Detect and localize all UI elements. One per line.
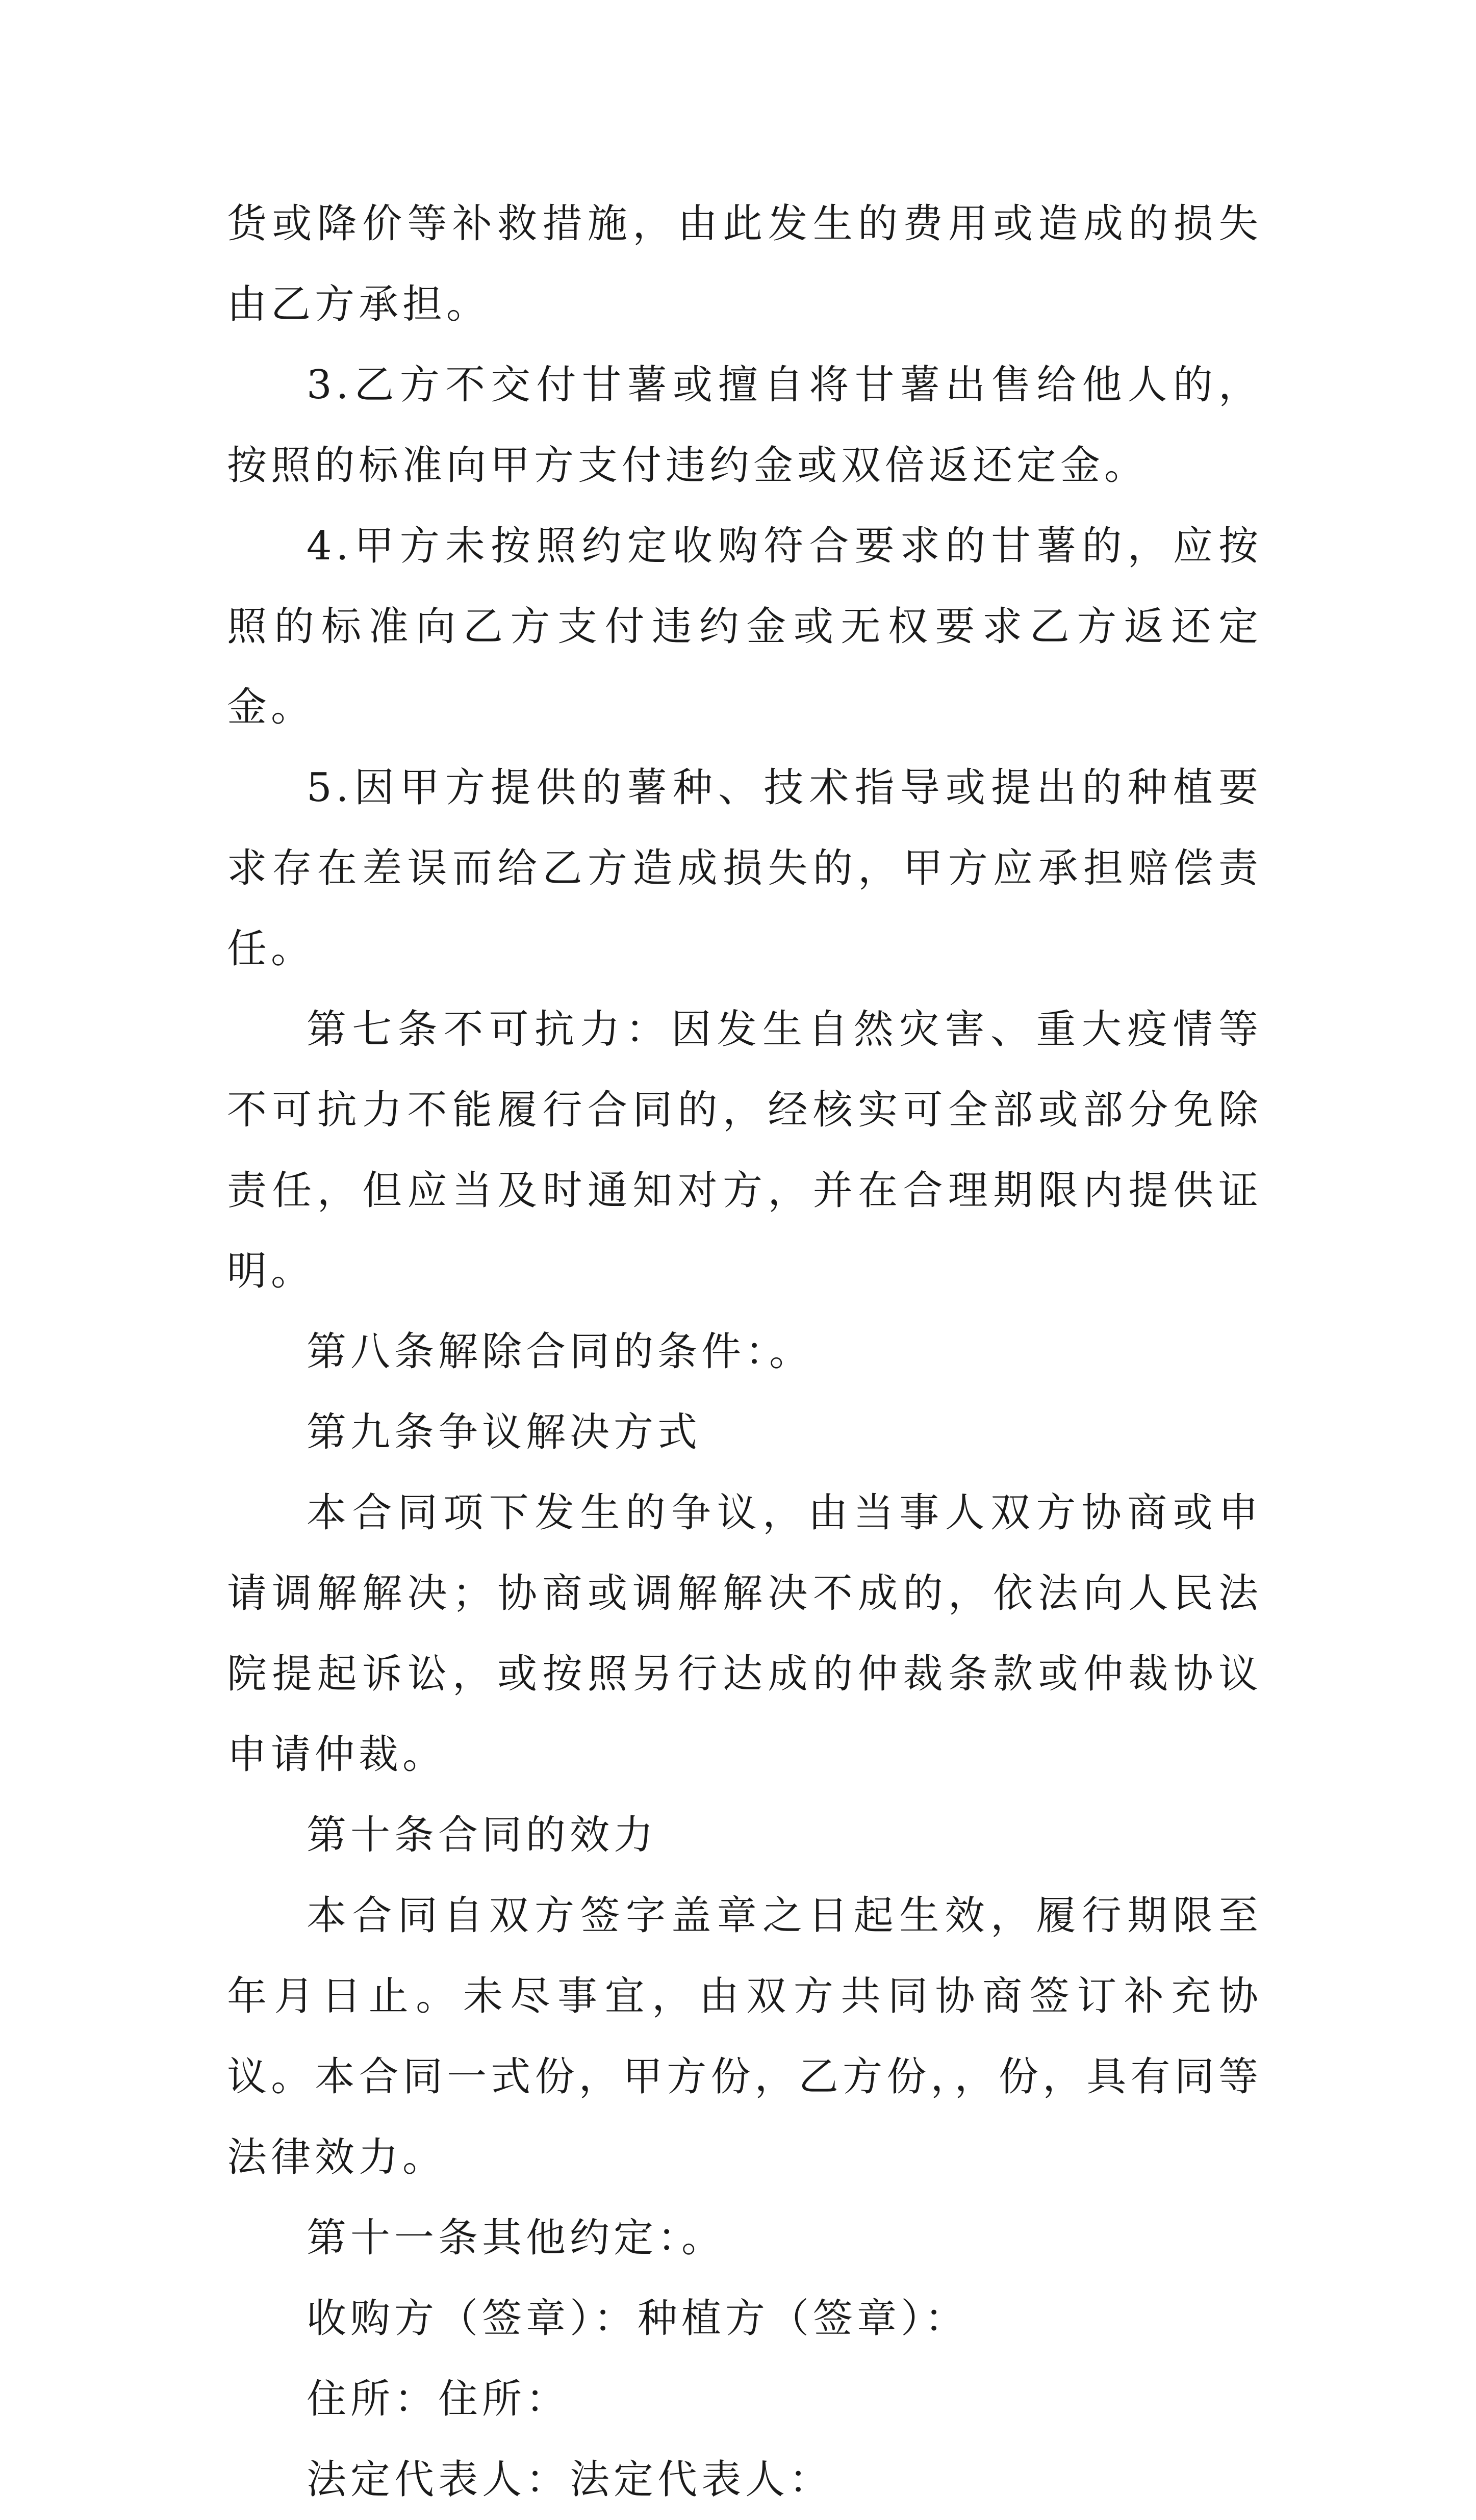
paragraph-clause-3: 3.乙方不交付甘薯或擅自将甘薯出售给他人的，按照的标准向甲方支付违约金或双倍返还定金。 — [227, 362, 1262, 488]
paragraph-remedy-costs: 货或降价等补救措施，由此发生的费用或造成的损失由乙方承担。 — [227, 201, 1262, 327]
paragraph-contract-validity: 本合同自双方签字盖章之日起生效，履行期限至年月日止。未尽事宜，由双方共同协商签订补充协议。本合同一式份，甲方份，乙方份，，份，具有同等法律效力。 — [227, 1893, 1262, 2180]
paragraph-article-8: 第八条解除合同的条件：。 — [307, 1329, 813, 1375]
paragraph-article-11: 第十一条其他约定：。 — [307, 2215, 726, 2261]
paragraph-dispute-resolution: 本合同项下发生的争议，由当事人双方协商或申请调解解决；协商或调解解决不成的，依法向人民法院提起诉讼，或按照另行达成的仲裁条款或仲裁协议申请仲裁。 — [227, 1490, 1262, 1778]
signature-line-parties: 收购方（签章）：种植方（签章）： — [307, 2296, 969, 2342]
heading-article-9: 第九条争议解决方式 — [307, 1409, 702, 1455]
paragraph-clause-5: 5.因甲方提供的薯种、技术指导或提出的种植要求存在差误而给乙方造成损失的，甲方应承担赔偿责任。 — [227, 765, 1262, 972]
paragraph-article-7: 第七条不可抗力：因发生自然灾害、重大疫情等不可抗力不能履行合同的，经核实可全部或部分免除责任，但应当及时通知对方，并在合理期限内提供证明。 — [227, 1007, 1262, 1294]
heading-article-10: 第十条合同的效力 — [307, 1812, 658, 1858]
contract-body — [227, 184, 1262, 2520]
paragraph-clause-4: 4.甲方未按照约定收购符合要求的甘薯的，应按照的标准向乙方支付违约金或无权要求乙方返还定金。 — [227, 523, 1262, 730]
signature-line-address: 住所：住所： — [307, 2376, 570, 2422]
signature-line-legal-rep: 法定代表人：法定代表人： — [307, 2457, 833, 2503]
